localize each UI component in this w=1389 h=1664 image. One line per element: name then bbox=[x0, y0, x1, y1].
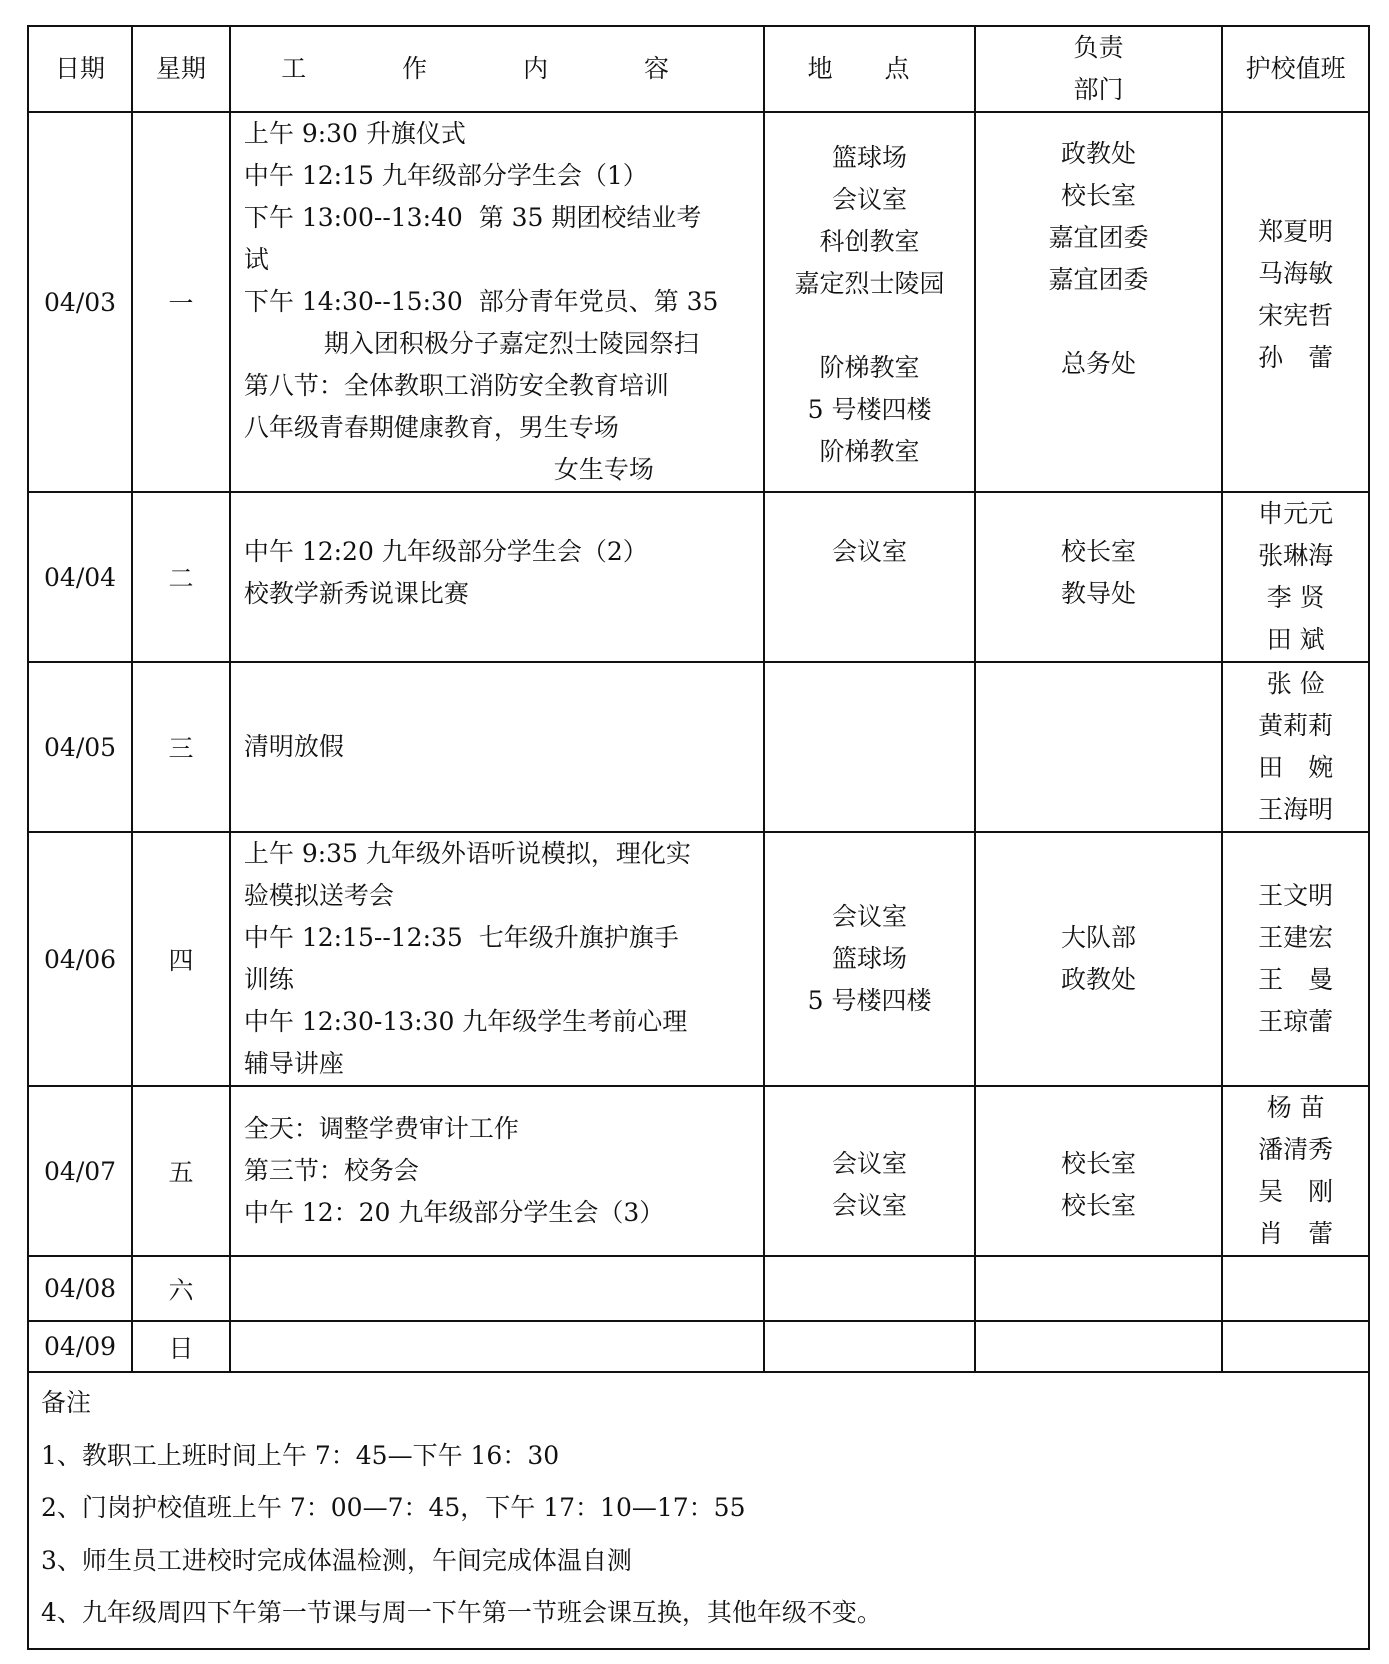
row-location bbox=[764, 662, 974, 832]
row-location: 篮球场 会议室 科创教室 嘉定烈士陵园 阶梯教室 5 号楼四楼 阶梯教室 bbox=[764, 112, 974, 492]
row-dept bbox=[975, 1256, 1223, 1321]
row-weekday: 日 bbox=[132, 1321, 230, 1372]
row-location: 会议室 bbox=[764, 492, 974, 662]
note-item: 4、九年级周四下午第一节课与周一下午第一节班会课互换，其他年级不变。 bbox=[41, 1598, 882, 1627]
row-date: 04/03 bbox=[28, 112, 132, 492]
row-content: 清明放假 bbox=[230, 662, 764, 832]
row-weekday: 二 bbox=[132, 492, 230, 662]
row-location: 会议室 篮球场 5 号楼四楼 bbox=[764, 832, 974, 1086]
notes-row bbox=[28, 1372, 1369, 1649]
row-weekday: 六 bbox=[132, 1256, 230, 1321]
row-duty: 王文明 王建宏 王 曼 王琼蕾 bbox=[1222, 832, 1369, 1086]
weekly-schedule-table bbox=[27, 25, 1370, 1650]
row-duty bbox=[1222, 1256, 1369, 1321]
row-duty bbox=[1222, 1321, 1369, 1372]
row-content: 中午 12:20 九年级部分学生会（2） 校教学新秀说课比赛 bbox=[230, 492, 764, 662]
row-location: 会议室 会议室 bbox=[764, 1086, 974, 1256]
header-row bbox=[28, 26, 1369, 112]
row-weekday: 五 bbox=[132, 1086, 230, 1256]
notes-section bbox=[28, 1372, 1369, 1649]
header-content: 工 作 内 容 bbox=[230, 26, 764, 112]
row-weekday: 一 bbox=[132, 112, 230, 492]
row-dept: 校长室 教导处 bbox=[975, 492, 1223, 662]
row-weekday: 四 bbox=[132, 832, 230, 1086]
row-location bbox=[764, 1256, 974, 1321]
row-date: 04/05 bbox=[28, 662, 132, 832]
note-item: 2、门岗护校值班上午 7：00—7：45，下午 17：10—17：55 bbox=[41, 1493, 746, 1522]
table-row bbox=[28, 1256, 1369, 1321]
row-content: 上午 9:30 升旗仪式 中午 12:15 九年级部分学生会（1） 下午 13:00--13:40 第 35 期团校结业考 试 下午 14:30--15:30 部分青年党员、第 35 期入团积极分子嘉定烈士陵园祭扫 第八节：全体教职工消防安全教育培训 八年级青春期健康教育，男生专场 女生专场 bbox=[230, 112, 764, 492]
table-row bbox=[28, 662, 1369, 832]
row-content: 全天：调整学费审计工作 第三节：校务会 中午 12：20 九年级部分学生会（3） bbox=[230, 1086, 764, 1256]
row-location bbox=[764, 1321, 974, 1372]
row-duty: 张 俭 黄莉莉 田 婉 王海明 bbox=[1222, 662, 1369, 832]
row-duty: 郑夏明 马海敏 宋宪哲 孙 蕾 bbox=[1222, 112, 1369, 492]
row-dept: 大队部 政教处 bbox=[975, 832, 1223, 1086]
table-row bbox=[28, 1086, 1369, 1256]
row-duty: 申元元 张琳海 李 贤 田 斌 bbox=[1222, 492, 1369, 662]
row-date: 04/08 bbox=[28, 1256, 132, 1321]
header-weekday: 星期 bbox=[132, 26, 230, 112]
row-dept: 政教处 校长室 嘉宜团委 嘉宜团委 总务处 bbox=[975, 112, 1223, 492]
header-date: 日期 bbox=[28, 26, 132, 112]
row-content bbox=[230, 1256, 764, 1321]
row-dept: 校长室 校长室 bbox=[975, 1086, 1223, 1256]
note-item: 1、教职工上班时间上午 7：45—下午 16：30 bbox=[41, 1440, 560, 1470]
row-date: 04/04 bbox=[28, 492, 132, 662]
row-date: 04/07 bbox=[28, 1086, 132, 1256]
row-dept bbox=[975, 662, 1223, 832]
row-content: 上午 9:35 九年级外语听说模拟，理化实 验模拟送考会 中午 12:15--12:35 七年级升旗护旗手 训练 中午 12:30-13:30 九年级学生考前心理 辅导讲座 bbox=[230, 832, 764, 1086]
notes-title: 备注 bbox=[41, 1388, 92, 1417]
header-location: 地 点 bbox=[764, 26, 974, 112]
row-content bbox=[230, 1321, 764, 1372]
row-weekday: 三 bbox=[132, 662, 230, 832]
header-duty: 护校值班 bbox=[1222, 26, 1369, 112]
row-duty: 杨 苗 潘清秀 吴 刚 肖 蕾 bbox=[1222, 1086, 1369, 1256]
table-row bbox=[28, 832, 1369, 1086]
header-dept: 负责 部门 bbox=[975, 26, 1223, 112]
row-date: 04/09 bbox=[28, 1321, 132, 1372]
row-dept bbox=[975, 1321, 1223, 1372]
row-date: 04/06 bbox=[28, 832, 132, 1086]
table-row bbox=[28, 112, 1369, 492]
note-item: 3、师生员工进校时完成体温检测，午间完成体温自测 bbox=[41, 1545, 632, 1575]
table-row bbox=[28, 492, 1369, 662]
table-row bbox=[28, 1321, 1369, 1372]
